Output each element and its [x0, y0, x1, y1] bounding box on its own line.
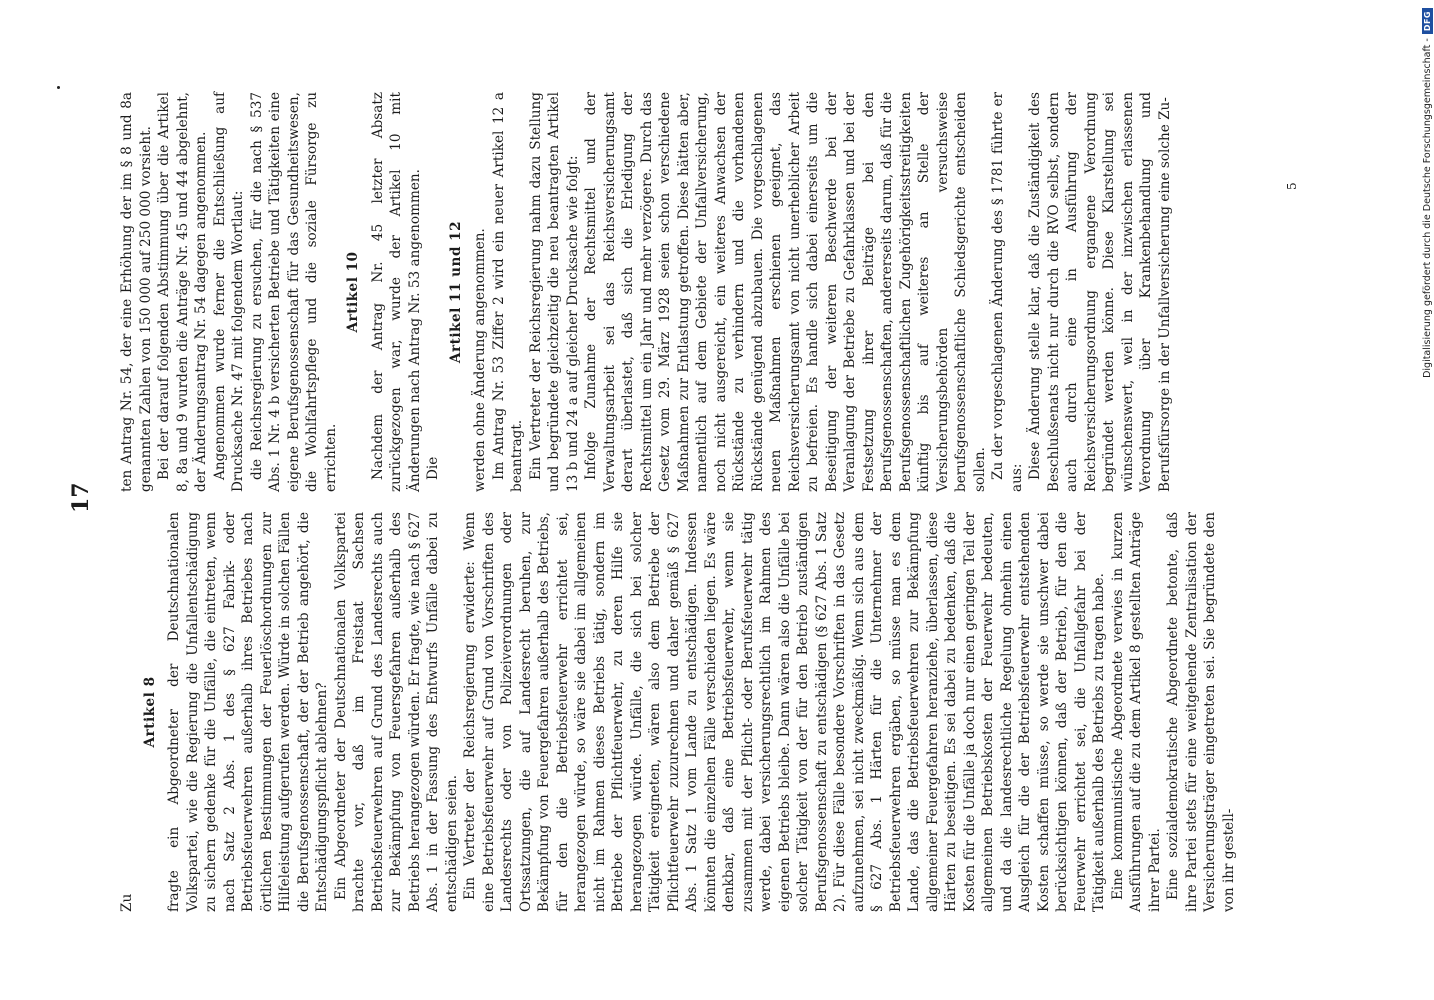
- paragraph: Die: [425, 456, 441, 480]
- footer-number: 5: [1285, 182, 1299, 190]
- page-number: 17: [68, 482, 94, 513]
- paragraph: fragte ein Abgeordneter der Deutschnationalen Volkspartei, wie die Regierung die Unfallentschädigung zu sichern gedenke für die Unfälle, die eintreten, wenn nach Satz 2 Abs. 1 des § 627 Fabrik- oder Betriebsfeuerwehren außerhalb ihres Betriebes nach örtlichen Bestimmungen der Feuerlöschordnungen zur Hilfeleistung aufgerufen werden. Würde in solchen Fällen die Berufsgenossenschaft, der der Betrieb angehört, die Entschädigungspflicht ablehnen?: [166, 512, 330, 912]
- heading-artikel-10: Artikel 10: [345, 251, 361, 333]
- paragraph: Bei der darauf folgenden Abstimmung über die Artikel 8, 8a und 9 wurden die Anträge Nr. 45 und 44 abgelehnt, der Änderungsantrag Nr. 54 dagegen angenommen.: [156, 92, 209, 492]
- paragraph: werden ohne Änderung angenommen.: [472, 228, 488, 492]
- heading-artikel-11-12: Artikel 11 und 12: [447, 220, 464, 364]
- paragraph: Diese Änderung stelle klar, daß die Zuständigkeit des Beschlußsenats nicht nur durch die RVO selbst, sondern auch durch eine in Ausführung der Reichsversicherungsordnung ergangene Verordnung begründet werden könne. Diese Klarstellung sei wünschenswert, weil in der inzwischen erlassenen Verordnung über Krankenbehandlung und Berufsfürsorge in der Unfallversicherung eine solche Zu-: [1027, 92, 1173, 492]
- column-right: [118, 92, 1428, 492]
- dfg-logo: DFG: [1422, 8, 1433, 34]
- credit-text: Digitalisierung gefördert durch die Deutsche Forschungsgemeinschaft -: [1421, 38, 1433, 378]
- paragraph: ten Antrag Nr. 54, der eine Erhöhung der im § 8 und 8a genannten Zahlen von 150 000 auf 250 000 vorsieht.: [119, 92, 154, 492]
- lead-word: Zu: [119, 893, 135, 912]
- digitization-credit: [1418, 10, 1434, 990]
- heading-artikel-8: Artikel 8: [141, 676, 158, 748]
- paragraph: Angenommen wurde ferner die Entschließung auf Drucksache Nr. 47 mit folgendem Wortlaut:: [211, 92, 246, 492]
- paragraph: Eine kommunistische Abgeordnete verwies in kurzen Ausführungen auf die zu dem Artikel 8 gestellten Anträge ihrer Partei.: [1109, 512, 1163, 912]
- paragraph: Ein Abgeordneter der Deutschnationalen Volkspartei brachte vor, daß im Freistaat Sachsen Betriebsfeuerwehren auf Grund des Landesrechts auch zur Bekämpfung von Feuersgefahren außerhalb des Betriebs herangezogen würden. Er fragte, wie nach § 627 Abs. 1 in der Fassung des Entwurfs Unfälle dabei zu entschädigen seien.: [332, 512, 460, 912]
- paragraph: die Reichsregierung zu ersuchen, für die nach § 537 Abs. 1 Nr. 4 b versicherten Betriebe und Tätigkeiten eine eigene Berufsgenossenschaft für das Gesundheitswesen, die Wohlfahrtspflege und die soziale Fürsorge zu errichten.: [248, 92, 339, 492]
- column-left: [118, 512, 1428, 912]
- paragraph: Zu der vorgeschlagenen Änderung des § 1781 führte er aus:: [990, 92, 1025, 492]
- paragraph: Ein Vertreter der Reichsregierung erwiderte: Wenn eine Betriebsfeuerwehr auf Grund von Vorschriften des Landesrechts oder von Polizeiverordnungen oder Ortssatzungen, die auf Landesrecht beruhen, zur Bekämpfung von Feuergefahren außerhalb des Betriebs, für den die Betriebsfeuerwehr errichtet sei, herangezogen würde, so wäre sie dabei im allgemeinen nicht im Rahmen dieses Betriebs tätig, sondern im Betriebe der Pflichtfeuerwehr, zu deren Hilfe sie herangezogen würde. Unfälle, die sich bei solcher Tätigkeit ereigneten, wären also dem Betriebe der Pflichtfeuerwehr zuzurechnen und daher gemäß § 627 Abs. 1 Satz 1 vom Lande zu entschädigen. Indessen könnten die einzelnen Fälle verschieden liegen. Es wäre denkbar, daß eine Betriebsfeuerwehr, wenn sie zusammen mit der Pflicht- oder Berufsfeuerwehr tätig werde, dabei versicherungsrechtlich im Rahmen des eigenen Betriebs bleibe. Dann wären also die Unfälle bei solcher Tätigkeit von der für den Betrieb zuständigen Berufsgenossenschaft zu entschädigen (§ 627 Abs. 1 Satz 2). Für diese Fälle besondere Vorschriften in das Gesetz aufzunehmen, sei nicht zweckmäßig. Wenn sich aus dem § 627 Abs. 1 Härten für die Unternehmer der Betriebsfeuerwehren ergäben, so müsse man es dem Lande, das die Betriebsfeuerwehren zur Bekämpfung allgemeiner Feuergefahren heranziehe, überlassen, diese Härten zu beseitigen. Es sei dabei zu bedenken, daß die Kosten für die Unfälle ja doch nur einen geringen Teil der allgemeinen Betriebskosten der Feuerwehr bedeuten, und da die landesrechtliche Regelung ohnehin einen Ausgleich für die der Betriebsfeuerwehr entstehenden Kosten schaffen müsse, so werde sie unschwer dabei berücksichtigen können, daß der Betrieb, für den die Feuerwehr errichtet sei, die Unfallgefahr bei der Tätigkeit außerhalb des Betriebs zu tragen habe.: [462, 512, 1107, 912]
- paragraph: Im Antrag Nr. 53 Ziffer 2 wird ein neuer Artikel 12 a beantragt.: [490, 92, 525, 492]
- paragraph: Ein Vertreter der Reichsregierung nahm dazu Stellung und begründete gleichzeitig die neu beantragten Artikel 13 b und 24 a auf gleicher Drucksache wie folgt:: [527, 92, 581, 492]
- paragraph: Nachdem der Antrag Nr. 45 letzter Absatz zurückgezogen war, wurde der Artikel 10 mit Änderungen nach Antrag Nr. 53 angenommen.: [369, 92, 423, 492]
- credit-inner: [1419, 8, 1434, 988]
- paragraph: Infolge Zunahme der Rechtsmittel und der Verwaltungsarbeit sei das Reichsversicherungsamt derart überlastet, daß sich die Erledigung der Rechtsmittel um ein Jahr und mehr verzögere. Durch das Gesetz vom 29. März 1928 seien schon verschiedene Maßnahmen zur Entlastung getroffen. Diese hätten aber, namentlich auf dem Gebiete der Unfallversicherung, noch nicht ausgereicht, ein weiteres Anwachsen der Rückstände zu verhindern und die vorhandenen Rückstände genügend abzubauen. Die vorgeschlagenen neuen Maßnahmen erschienen geeignet, das Reichsversicherungsamt von nicht unerheblicher Arbeit zu befreien. Es handle sich dabei einerseits um die Beseitigung der weiteren Beschwerde bei der Veranlagung der Betriebe zu Gefahrklassen und bei der Festsetzung ihrer Beiträge bei den Berufsgenossenschaften, andererseits darum, daß für die Berufsgenossenschaftlichen Zugehörigkeitsstreitigkeiten künftig bis auf weiteres an Stelle der Versicherungsbehörden versuchsweise berufsgenossenschaftliche Schiedsgerichte entscheiden sollen.: [583, 92, 988, 492]
- paragraph: Eine sozialdemokratische Abgeordnete betonte, daß ihre Partei stets für eine weitgehende Zentralisation der Versicherungsträger eingetreten sei. Sie begründete den von ihr gestell-: [1165, 512, 1237, 912]
